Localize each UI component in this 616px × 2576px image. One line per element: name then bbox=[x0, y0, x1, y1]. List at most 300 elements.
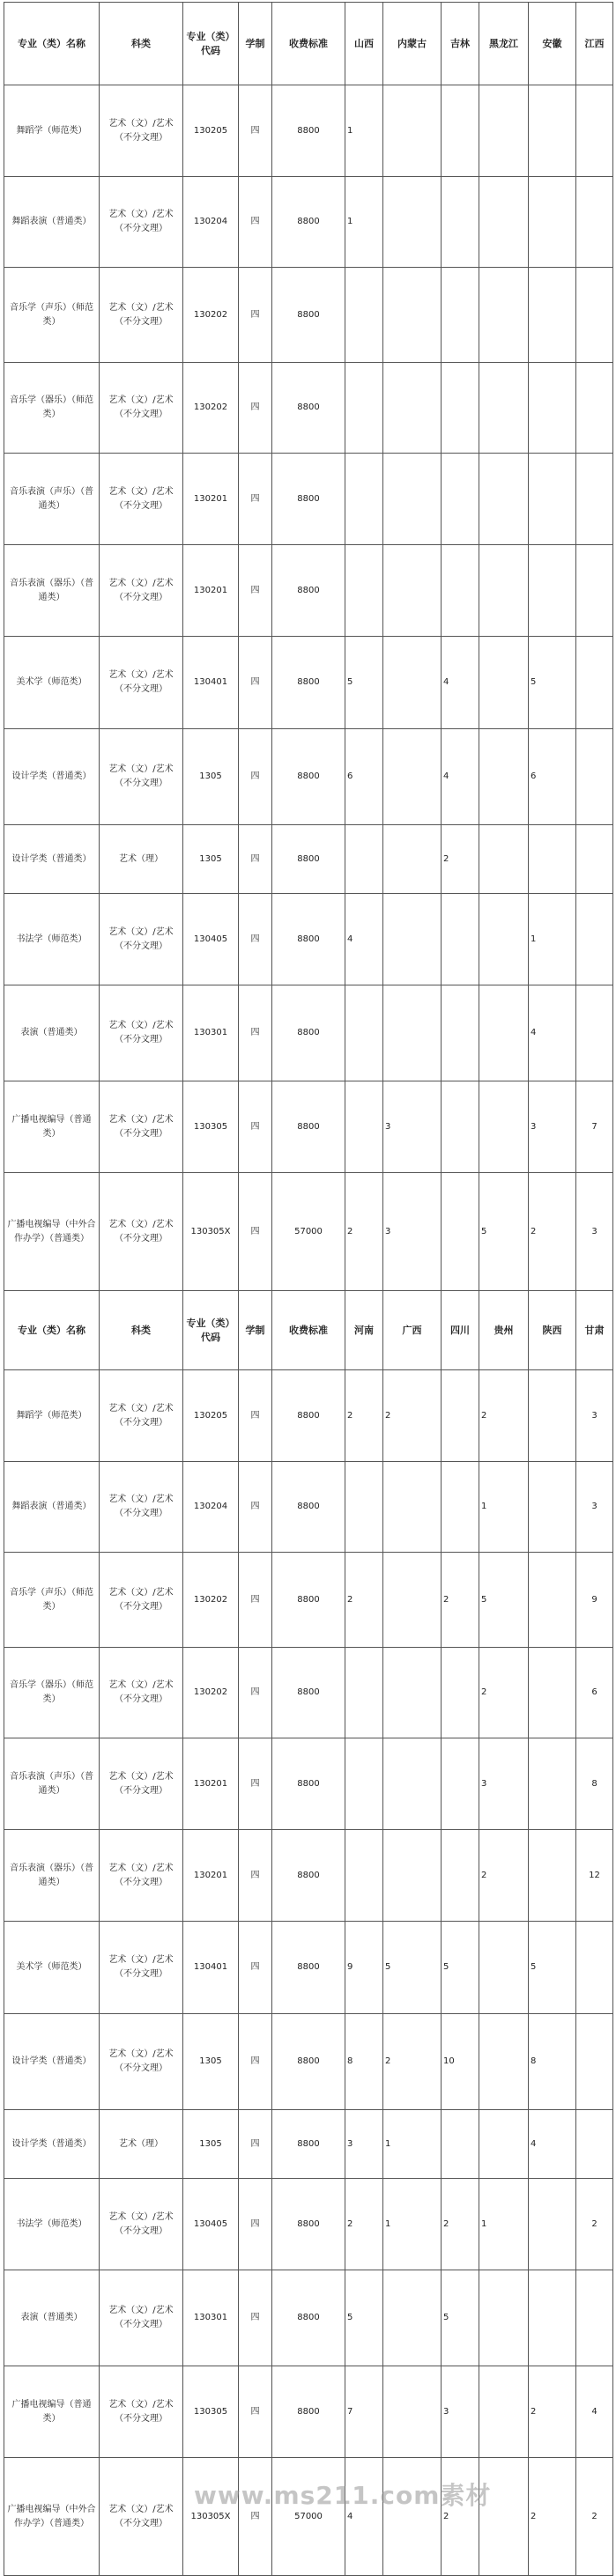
table-row bbox=[4, 2270, 613, 2366]
table-cell bbox=[345, 545, 383, 637]
table-cell: 8800 bbox=[272, 637, 345, 729]
header-cell: 河南 bbox=[345, 1291, 383, 1370]
table-cell: 艺术（文）/艺术（不分文理） bbox=[100, 2366, 183, 2458]
header-cell: 内蒙古 bbox=[383, 3, 442, 85]
table-cell: 四 bbox=[239, 1648, 272, 1738]
table-cell: 艺术（文）/艺术（不分文理） bbox=[100, 1830, 183, 1922]
table-cell: 8800 bbox=[272, 2270, 345, 2366]
table-cell: 书法学（师范类） bbox=[4, 894, 100, 985]
table-cell: 艺术（文）/艺术（不分文理） bbox=[100, 1738, 183, 1830]
table-cell bbox=[529, 545, 576, 637]
table-cell bbox=[442, 2110, 479, 2179]
table-cell: 2 bbox=[479, 1370, 529, 1462]
header-cell: 收费标准 bbox=[272, 3, 345, 85]
table-cell bbox=[442, 1081, 479, 1173]
table-cell: 四 bbox=[239, 825, 272, 894]
table-cell: 艺术（文）/艺术（不分文理） bbox=[100, 85, 183, 177]
header-row bbox=[4, 3, 613, 85]
table-cell: 130205 bbox=[183, 85, 239, 177]
table-cell bbox=[479, 2270, 529, 2366]
table-cell: 音乐表演（器乐）（普通类） bbox=[4, 1830, 100, 1922]
table-cell: 2 bbox=[479, 1648, 529, 1738]
table-cell: 广播电视编导（中外合作办学）（普通类） bbox=[4, 1173, 100, 1291]
table-cell: 57000 bbox=[272, 2458, 345, 2576]
table-cell bbox=[576, 2270, 613, 2366]
table-cell: 2 bbox=[442, 825, 479, 894]
table-cell: 3 bbox=[383, 1081, 442, 1173]
table-cell bbox=[442, 363, 479, 454]
table-cell: 艺术（文）/艺术（不分文理） bbox=[100, 729, 183, 825]
table-cell: 1305 bbox=[183, 729, 239, 825]
table-row bbox=[4, 2458, 613, 2576]
table-cell: 5 bbox=[529, 637, 576, 729]
table-cell: 艺术（理） bbox=[100, 825, 183, 894]
table-cell bbox=[529, 268, 576, 363]
table-cell: 7 bbox=[345, 2366, 383, 2458]
table-cell: 2 bbox=[576, 2458, 613, 2576]
table-cell: 8800 bbox=[272, 1922, 345, 2014]
table-cell: 四 bbox=[239, 2179, 272, 2270]
table-cell: 130201 bbox=[183, 1738, 239, 1830]
table-cell: 130204 bbox=[183, 177, 239, 268]
table-cell: 10 bbox=[442, 2014, 479, 2110]
table-cell bbox=[529, 1830, 576, 1922]
table-cell: 美术学（师范类） bbox=[4, 1922, 100, 2014]
table-cell: 3 bbox=[442, 2366, 479, 2458]
table-row bbox=[4, 268, 613, 363]
table-cell bbox=[479, 177, 529, 268]
table-cell bbox=[479, 729, 529, 825]
header-cell: 江西 bbox=[576, 3, 613, 85]
table-cell bbox=[345, 825, 383, 894]
table-cell: 舞蹈学（师范类） bbox=[4, 85, 100, 177]
table-cell: 艺术（文）/艺术（不分文理） bbox=[100, 1462, 183, 1553]
table-cell bbox=[345, 1648, 383, 1738]
table-cell bbox=[383, 85, 442, 177]
table-cell: 2 bbox=[576, 2179, 613, 2270]
table-cell: 130202 bbox=[183, 1648, 239, 1738]
table-row bbox=[4, 1648, 613, 1738]
table-cell: 2 bbox=[529, 2458, 576, 2576]
table-row bbox=[4, 1738, 613, 1830]
table-cell bbox=[576, 177, 613, 268]
table-cell: 8800 bbox=[272, 545, 345, 637]
table-cell bbox=[529, 2270, 576, 2366]
table-cell: 1 bbox=[479, 1462, 529, 1553]
table-cell: 130201 bbox=[183, 1830, 239, 1922]
table-cell bbox=[576, 637, 613, 729]
table-cell: 8800 bbox=[272, 1648, 345, 1738]
table-row bbox=[4, 363, 613, 454]
table-row bbox=[4, 1922, 613, 2014]
table-cell bbox=[529, 1553, 576, 1648]
table-cell: 四 bbox=[239, 85, 272, 177]
table-cell: 8800 bbox=[272, 454, 345, 545]
table-cell: 5 bbox=[479, 1553, 529, 1648]
table-cell bbox=[383, 363, 442, 454]
table-cell: 设计学类（普通类） bbox=[4, 825, 100, 894]
header-cell: 专业（类）代码 bbox=[183, 1291, 239, 1370]
table-cell bbox=[442, 1738, 479, 1830]
table-cell bbox=[442, 894, 479, 985]
table-cell bbox=[576, 729, 613, 825]
table-cell: 1 bbox=[345, 177, 383, 268]
table-cell bbox=[442, 1370, 479, 1462]
header-cell: 专业（类）名称 bbox=[4, 1291, 100, 1370]
header-cell: 科类 bbox=[100, 1291, 183, 1370]
table-cell: 表演（普通类） bbox=[4, 2270, 100, 2366]
table-cell: 8 bbox=[345, 2014, 383, 2110]
table-cell: 四 bbox=[239, 363, 272, 454]
table-cell: 广播电视编导（普通类） bbox=[4, 1081, 100, 1173]
table-cell: 四 bbox=[239, 1462, 272, 1553]
table-cell: 5 bbox=[479, 1173, 529, 1291]
table-row bbox=[4, 454, 613, 545]
table-cell: 130305X bbox=[183, 1173, 239, 1291]
table-cell bbox=[442, 1173, 479, 1291]
table-cell bbox=[576, 85, 613, 177]
table-cell: 书法学（师范类） bbox=[4, 2179, 100, 2270]
table-cell bbox=[576, 454, 613, 545]
table-cell bbox=[383, 985, 442, 1081]
table-cell bbox=[442, 1830, 479, 1922]
table-cell bbox=[529, 825, 576, 894]
table-cell: 4 bbox=[345, 894, 383, 985]
table-cell: 6 bbox=[576, 1648, 613, 1738]
table-cell bbox=[479, 2014, 529, 2110]
table-row bbox=[4, 177, 613, 268]
table-row bbox=[4, 894, 613, 985]
table-cell: 艺术（文）/艺术（不分文理） bbox=[100, 1922, 183, 2014]
table-cell: 音乐学（器乐）（师范类） bbox=[4, 1648, 100, 1738]
table-cell: 8800 bbox=[272, 1830, 345, 1922]
table-cell: 3 bbox=[529, 1081, 576, 1173]
table-cell: 130405 bbox=[183, 894, 239, 985]
table-cell bbox=[479, 985, 529, 1081]
table-cell bbox=[345, 363, 383, 454]
table-row bbox=[4, 825, 613, 894]
table-cell bbox=[576, 2014, 613, 2110]
table-cell bbox=[383, 1830, 442, 1922]
table-cell: 2 bbox=[442, 2458, 479, 2576]
header-cell: 学制 bbox=[239, 3, 272, 85]
table-cell bbox=[442, 1462, 479, 1553]
table-cell bbox=[479, 454, 529, 545]
table-cell: 130305 bbox=[183, 2366, 239, 2458]
table-cell: 8800 bbox=[272, 363, 345, 454]
table-cell: 四 bbox=[239, 1738, 272, 1830]
table-cell: 130202 bbox=[183, 1553, 239, 1648]
table-cell: 四 bbox=[239, 985, 272, 1081]
table-cell: 130204 bbox=[183, 1462, 239, 1553]
table-row bbox=[4, 85, 613, 177]
table-cell bbox=[529, 1648, 576, 1738]
table-cell: 艺术（文）/艺术（不分文理） bbox=[100, 2458, 183, 2576]
table-cell: 8800 bbox=[272, 2366, 345, 2458]
header-cell: 甘肃 bbox=[576, 1291, 613, 1370]
table-cell: 广播电视编导（中外合作办学）（普通类） bbox=[4, 2458, 100, 2576]
table-cell: 9 bbox=[576, 1553, 613, 1648]
table-cell bbox=[442, 1648, 479, 1738]
table-cell bbox=[479, 894, 529, 985]
table-cell bbox=[383, 729, 442, 825]
header-cell: 四川 bbox=[442, 1291, 479, 1370]
table-cell: 4 bbox=[576, 2366, 613, 2458]
table-cell: 1305 bbox=[183, 2110, 239, 2179]
header-cell: 学制 bbox=[239, 1291, 272, 1370]
table-cell: 四 bbox=[239, 2014, 272, 2110]
table-cell bbox=[383, 545, 442, 637]
table-cell: 舞蹈学（师范类） bbox=[4, 1370, 100, 1462]
table-cell: 130201 bbox=[183, 545, 239, 637]
table-cell: 3 bbox=[576, 1462, 613, 1553]
table-cell bbox=[529, 177, 576, 268]
table-cell: 8800 bbox=[272, 1370, 345, 1462]
table-cell bbox=[576, 2110, 613, 2179]
table-cell: 5 bbox=[442, 1922, 479, 2014]
table-cell: 4 bbox=[345, 2458, 383, 2576]
table-cell bbox=[576, 825, 613, 894]
table-cell: 8800 bbox=[272, 825, 345, 894]
table-cell bbox=[529, 1738, 576, 1830]
table-cell: 9 bbox=[345, 1922, 383, 2014]
table-cell: 艺术（理） bbox=[100, 2110, 183, 2179]
table-cell: 8800 bbox=[272, 268, 345, 363]
table-cell bbox=[345, 1830, 383, 1922]
table-cell bbox=[529, 2179, 576, 2270]
table-cell: 130401 bbox=[183, 637, 239, 729]
enrollment-plan-table bbox=[4, 2, 613, 2576]
table-cell: 4 bbox=[529, 985, 576, 1081]
watermark: www.ms211.com素材 bbox=[194, 2481, 492, 2510]
table-cell: 设计学类（普通类） bbox=[4, 2110, 100, 2179]
table-cell: 艺术（文）/艺术（不分文理） bbox=[100, 363, 183, 454]
table-cell: 130301 bbox=[183, 985, 239, 1081]
table-cell: 130305 bbox=[183, 1081, 239, 1173]
table-row bbox=[4, 1173, 613, 1291]
table-cell: 舞蹈表演（普通类） bbox=[4, 177, 100, 268]
table-cell: 4 bbox=[442, 729, 479, 825]
table-cell bbox=[383, 1462, 442, 1553]
table-cell bbox=[529, 1462, 576, 1553]
table-cell: 艺术（文）/艺术（不分文理） bbox=[100, 2014, 183, 2110]
header-cell: 安徽 bbox=[529, 3, 576, 85]
table-cell bbox=[442, 985, 479, 1081]
table-cell bbox=[576, 363, 613, 454]
table-cell: 艺术（文）/艺术（不分文理） bbox=[100, 454, 183, 545]
table-cell bbox=[479, 2110, 529, 2179]
table-cell: 艺术（文）/艺术（不分文理） bbox=[100, 2270, 183, 2366]
table-cell: 8800 bbox=[272, 1462, 345, 1553]
table-row bbox=[4, 2179, 613, 2270]
table-row bbox=[4, 545, 613, 637]
table-cell bbox=[576, 985, 613, 1081]
table-cell: 1 bbox=[383, 2179, 442, 2270]
table-cell: 广播电视编导（普通类） bbox=[4, 2366, 100, 2458]
table-cell: 舞蹈表演（普通类） bbox=[4, 1462, 100, 1553]
table-cell: 8 bbox=[576, 1738, 613, 1830]
table-cell: 130405 bbox=[183, 2179, 239, 2270]
table-cell: 8800 bbox=[272, 1738, 345, 1830]
header-cell: 科类 bbox=[100, 3, 183, 85]
table-cell bbox=[383, 2366, 442, 2458]
header-cell: 专业（类）名称 bbox=[4, 3, 100, 85]
table-cell: 艺术（文）/艺术（不分文理） bbox=[100, 1081, 183, 1173]
table-cell: 2 bbox=[345, 2179, 383, 2270]
table-cell bbox=[345, 1462, 383, 1553]
table-cell bbox=[479, 85, 529, 177]
table-cell: 四 bbox=[239, 729, 272, 825]
table-cell: 130202 bbox=[183, 363, 239, 454]
table-cell: 艺术（文）/艺术（不分文理） bbox=[100, 637, 183, 729]
table-cell bbox=[442, 177, 479, 268]
table-cell: 57000 bbox=[272, 1173, 345, 1291]
table-cell bbox=[529, 363, 576, 454]
table-cell bbox=[479, 363, 529, 454]
table-cell bbox=[479, 1081, 529, 1173]
table-cell: 四 bbox=[239, 637, 272, 729]
table-cell: 艺术（文）/艺术（不分文理） bbox=[100, 894, 183, 985]
table-row bbox=[4, 729, 613, 825]
table-cell: 音乐表演（器乐）（普通类） bbox=[4, 545, 100, 637]
table-cell bbox=[529, 454, 576, 545]
table-cell: 音乐表演（声乐）（普通类） bbox=[4, 454, 100, 545]
table-cell bbox=[383, 1738, 442, 1830]
table-cell: 1 bbox=[345, 85, 383, 177]
table-cell: 130205 bbox=[183, 1370, 239, 1462]
table-cell: 3 bbox=[383, 1173, 442, 1291]
table-cell: 8800 bbox=[272, 729, 345, 825]
table-cell: 艺术（文）/艺术（不分文理） bbox=[100, 1648, 183, 1738]
table-cell: 5 bbox=[529, 1922, 576, 2014]
table-cell: 设计学类（普通类） bbox=[4, 2014, 100, 2110]
table-cell: 音乐表演（声乐）（普通类） bbox=[4, 1738, 100, 1830]
table-cell: 4 bbox=[529, 2110, 576, 2179]
table-cell: 5 bbox=[345, 2270, 383, 2366]
table-row bbox=[4, 1081, 613, 1173]
table-cell: 3 bbox=[345, 2110, 383, 2179]
table-cell bbox=[479, 545, 529, 637]
table-row bbox=[4, 2110, 613, 2179]
table-row bbox=[4, 1462, 613, 1553]
table-cell: 2 bbox=[442, 1553, 479, 1648]
table-cell: 1 bbox=[529, 894, 576, 985]
table-cell: 设计学类（普通类） bbox=[4, 729, 100, 825]
table-cell: 2 bbox=[345, 1173, 383, 1291]
table-cell: 艺术（文）/艺术（不分文理） bbox=[100, 1173, 183, 1291]
table-cell: 艺术（文）/艺术（不分文理） bbox=[100, 177, 183, 268]
table-cell: 1305 bbox=[183, 825, 239, 894]
table-cell bbox=[576, 1922, 613, 2014]
table-cell: 四 bbox=[239, 2366, 272, 2458]
table-cell: 8800 bbox=[272, 985, 345, 1081]
table-cell: 130305X bbox=[183, 2458, 239, 2576]
table-cell bbox=[576, 268, 613, 363]
table-row bbox=[4, 1553, 613, 1648]
table-cell bbox=[345, 1081, 383, 1173]
table-cell: 四 bbox=[239, 2110, 272, 2179]
table-cell bbox=[529, 1370, 576, 1462]
table-cell: 2 bbox=[529, 2366, 576, 2458]
header-cell: 收费标准 bbox=[272, 1291, 345, 1370]
table-cell: 四 bbox=[239, 1922, 272, 2014]
header-cell: 广西 bbox=[383, 1291, 442, 1370]
table-cell: 5 bbox=[345, 637, 383, 729]
table-cell: 2 bbox=[345, 1553, 383, 1648]
table-cell bbox=[442, 454, 479, 545]
table-cell: 2 bbox=[383, 2014, 442, 2110]
header-cell: 黑龙江 bbox=[479, 3, 529, 85]
table-cell: 2 bbox=[442, 2179, 479, 2270]
table-cell: 8800 bbox=[272, 1553, 345, 1648]
table-cell bbox=[345, 268, 383, 363]
table-cell bbox=[345, 1738, 383, 1830]
table-cell: 130301 bbox=[183, 2270, 239, 2366]
table-cell bbox=[383, 1553, 442, 1648]
table-cell: 四 bbox=[239, 1081, 272, 1173]
table-cell: 四 bbox=[239, 2458, 272, 2576]
table-cell bbox=[383, 2270, 442, 2366]
table-cell bbox=[383, 637, 442, 729]
table-cell bbox=[479, 268, 529, 363]
table-cell bbox=[383, 177, 442, 268]
table-cell: 艺术（文）/艺术（不分文理） bbox=[100, 545, 183, 637]
table-cell: 4 bbox=[442, 637, 479, 729]
table-cell bbox=[576, 894, 613, 985]
table-cell bbox=[383, 454, 442, 545]
table-cell: 艺术（文）/艺术（不分文理） bbox=[100, 985, 183, 1081]
table-row bbox=[4, 1830, 613, 1922]
table-cell bbox=[383, 268, 442, 363]
table-cell: 12 bbox=[576, 1830, 613, 1922]
header-cell: 陕西 bbox=[529, 1291, 576, 1370]
table-cell: 2 bbox=[479, 1830, 529, 1922]
table-cell: 四 bbox=[239, 2270, 272, 2366]
table-cell bbox=[442, 268, 479, 363]
table-cell bbox=[383, 894, 442, 985]
table-cell: 四 bbox=[239, 545, 272, 637]
table-cell: 8 bbox=[529, 2014, 576, 2110]
table-cell: 5 bbox=[442, 2270, 479, 2366]
table-cell: 8800 bbox=[272, 85, 345, 177]
table-cell: 3 bbox=[479, 1738, 529, 1830]
table-cell: 130202 bbox=[183, 268, 239, 363]
table-cell: 音乐学（声乐）（师范类） bbox=[4, 1553, 100, 1648]
table-cell bbox=[383, 1648, 442, 1738]
table-cell: 8800 bbox=[272, 2014, 345, 2110]
table-cell bbox=[529, 85, 576, 177]
table-cell: 1305 bbox=[183, 2014, 239, 2110]
table-cell: 8800 bbox=[272, 1081, 345, 1173]
table-cell: 7 bbox=[576, 1081, 613, 1173]
table-cell: 8800 bbox=[272, 177, 345, 268]
table-cell bbox=[345, 985, 383, 1081]
table-cell bbox=[383, 825, 442, 894]
table-cell: 2 bbox=[383, 1370, 442, 1462]
table-cell bbox=[479, 825, 529, 894]
table-cell: 艺术（文）/艺术（不分文理） bbox=[100, 268, 183, 363]
header-cell: 贵州 bbox=[479, 1291, 529, 1370]
table-cell: 130201 bbox=[183, 454, 239, 545]
table-cell bbox=[442, 85, 479, 177]
table-cell: 1 bbox=[383, 2110, 442, 2179]
table-cell bbox=[383, 2458, 442, 2576]
table-row bbox=[4, 2366, 613, 2458]
table-row bbox=[4, 985, 613, 1081]
table-cell: 音乐学（声乐）（师范类） bbox=[4, 268, 100, 363]
table-cell bbox=[479, 637, 529, 729]
table-cell bbox=[345, 454, 383, 545]
